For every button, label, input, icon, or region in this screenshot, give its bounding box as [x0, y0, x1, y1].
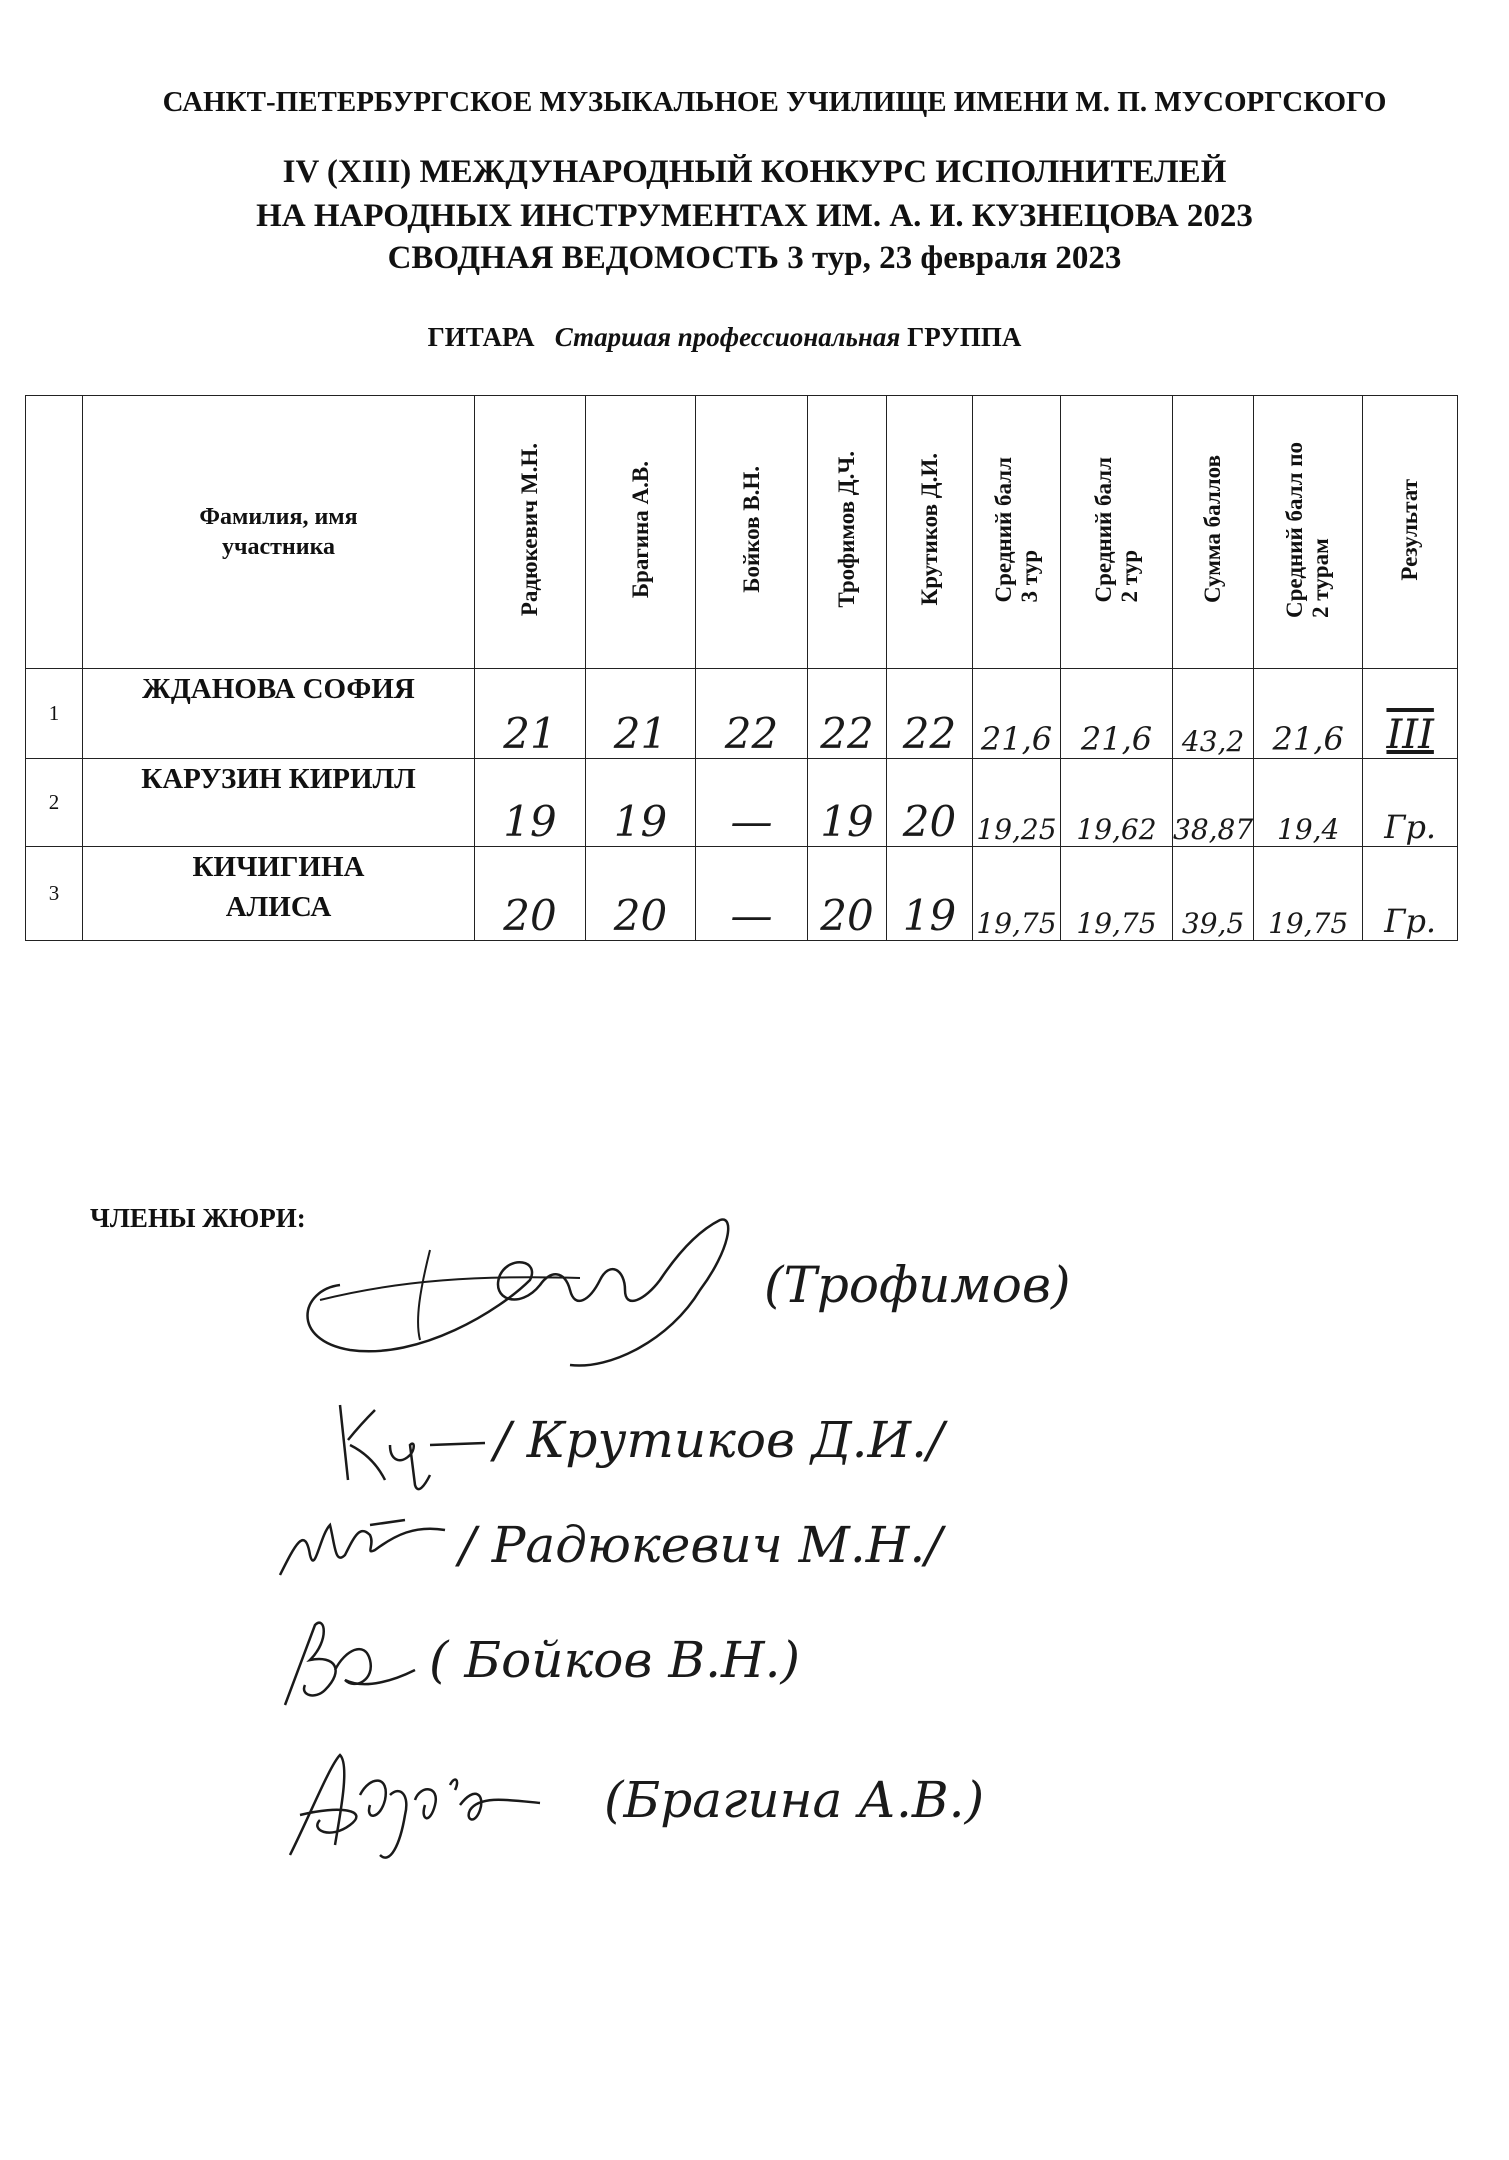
score-cell: 21 [475, 669, 586, 759]
result-cell: Гр. [1363, 759, 1458, 847]
handwritten-signature [280, 1190, 760, 1380]
score-cell: 22 [696, 669, 808, 759]
participant-name: КАРУЗИН КИРИЛЛ [83, 759, 475, 847]
jury-signature-krutikov [330, 1385, 944, 1495]
row-number: 3 [26, 847, 83, 941]
score-cell: 19 [475, 759, 586, 847]
group-caption [0, 322, 1479, 353]
name-header-line-1: Фамилия, имя [199, 504, 358, 530]
col-header-bragina [586, 396, 696, 669]
table-row [26, 759, 1458, 847]
score-cell: 19,25 [973, 759, 1061, 847]
col-header-boykov [696, 396, 808, 669]
score-cell: 39,5 [1173, 847, 1254, 941]
signature-name: (Трофимов) [764, 1256, 1071, 1314]
institution-name: САНКТ-ПЕТЕРБУРГСКОЕ МУЗЫКАЛЬНОЕ УЧИЛИЩЕ ИМЕНИ М. П. МУСОРГСКОГО [162, 86, 1387, 118]
score-cell: 20 [808, 847, 887, 941]
participant-name: КИЧИГИНА АЛИСА [83, 847, 475, 941]
row-number: 2 [26, 759, 83, 847]
col-label: Бойков В.Н. [738, 466, 764, 593]
title-line-3: СВОДНАЯ ВЕДОМОСТЬ 3 тур, 23 февраля 2023 [387, 240, 1122, 276]
score-cell: 19,75 [1061, 847, 1173, 941]
handwritten-signature [280, 1725, 600, 1875]
score-cell: — [696, 759, 808, 847]
score-cell: 21,6 [973, 669, 1061, 759]
score-cell: 19,4 [1254, 759, 1363, 847]
signature-name: ( Бойков В.Н.) [429, 1631, 801, 1689]
title-line-1: IV (XIII) МЕЖДУНАРОДНЫЙ КОНКУРС ИСПОЛНИТЕЛЕЙ [282, 154, 1227, 190]
jury-label: ЧЛЕНЫ ЖЮРИ: [90, 1203, 306, 1233]
jury-signature-bragina [280, 1725, 984, 1875]
handwritten-signature [275, 1495, 455, 1595]
col-header-avg-two-rounds [1254, 396, 1363, 669]
score-cell: 21,6 [1254, 669, 1363, 759]
col-header-trofimov [808, 396, 887, 669]
row-number: 1 [26, 669, 83, 759]
col-header-sum [1173, 396, 1254, 669]
col-label: Трофимов Д.Ч. [834, 451, 859, 608]
group-suffix: ГРУППА [907, 322, 1022, 352]
col-header-result [1363, 396, 1458, 669]
col-label: Результат [1397, 478, 1423, 581]
score-cell: 22 [887, 669, 973, 759]
jury-signature-boykov [275, 1610, 800, 1710]
score-cell: 19,62 [1061, 759, 1173, 847]
score-cell: 20 [586, 847, 696, 941]
score-cell: 22 [808, 669, 887, 759]
participant-name: ЖДАНОВА СОФИЯ [83, 669, 475, 759]
score-cell: 19 [586, 759, 696, 847]
col-label: Средний балл 3 тур [990, 456, 1042, 603]
results-table [25, 395, 1458, 941]
name-header [83, 396, 475, 669]
num-header [26, 396, 83, 669]
score-cell: 20 [475, 847, 586, 941]
jury-signature-trofimov [280, 1190, 1070, 1380]
group-category: Старшая профессиональная [554, 322, 901, 352]
col-label: Радюкевич М.Н. [517, 442, 542, 617]
score-cell: 19,75 [973, 847, 1061, 941]
col-header-krutikov [887, 396, 973, 669]
title-line-2: НА НАРОДНЫХ ИНСТРУМЕНТАХ ИМ. А. И. КУЗНЕЦОВА 2023 [256, 198, 1253, 234]
jury-signature-radyukevich [275, 1495, 942, 1595]
col-label: Средний балл 2 тур [1090, 456, 1142, 603]
score-cell: — [696, 847, 808, 941]
result-cell: Гр. [1363, 847, 1458, 941]
score-cell: 19,75 [1254, 847, 1363, 941]
col-label: Крутиков Д.И. [916, 453, 942, 606]
signature-name: / Крутиков Д.И./ [494, 1411, 944, 1469]
result-cell: III [1363, 669, 1458, 759]
name-header-line-2: участника [221, 534, 336, 560]
score-cell: 43,2 [1173, 669, 1254, 759]
group-instrument: ГИТАРА [427, 322, 535, 352]
col-label: Средний балл по 2 турам [1282, 441, 1334, 618]
score-cell: 21,6 [1061, 669, 1173, 759]
score-cell: 19 [808, 759, 887, 847]
score-cell: 20 [887, 759, 973, 847]
score-cell: 19 [887, 847, 973, 941]
col-header-radyukevich [475, 396, 586, 669]
handwritten-signature [330, 1385, 490, 1495]
col-label: Брагина А.В. [627, 460, 653, 599]
col-header-avg-round3 [973, 396, 1061, 669]
col-label: Сумма баллов [1200, 455, 1226, 604]
handwritten-signature [275, 1610, 425, 1710]
score-cell: 38,87 [1173, 759, 1254, 847]
table-row [26, 847, 1458, 941]
header-row [26, 396, 1458, 669]
signature-name: (Брагина А.В.) [604, 1771, 985, 1829]
table-row [26, 669, 1458, 759]
score-cell: 21 [586, 669, 696, 759]
signature-name: / Радюкевич М.Н./ [459, 1516, 943, 1574]
col-header-avg-round2 [1061, 396, 1173, 669]
